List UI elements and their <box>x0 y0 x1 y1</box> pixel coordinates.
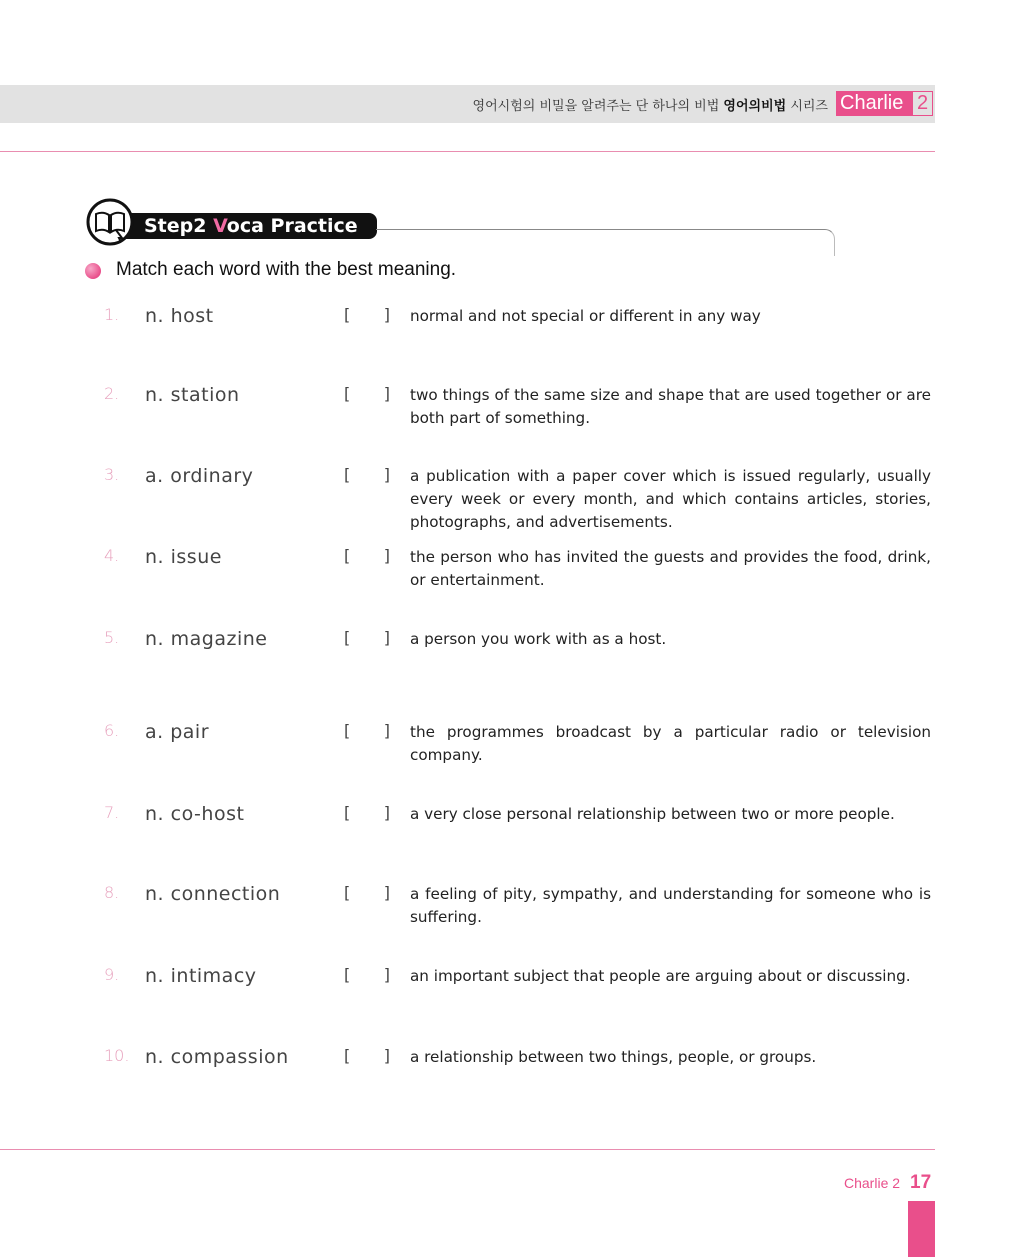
answer-blank[interactable]: [ ] <box>344 384 390 403</box>
item-word: n. magazine <box>145 628 268 650</box>
item-number: 10. <box>104 1046 130 1065</box>
answer-blank[interactable]: [ ] <box>344 546 390 565</box>
item-meaning: the programmes broadcast by a particular radio or television company. <box>410 723 931 764</box>
series-title <box>473 95 828 114</box>
brand-badge <box>836 91 933 116</box>
item-number: 3. <box>104 465 120 484</box>
answer-blank[interactable]: [ ] <box>344 965 390 984</box>
section-header-line <box>376 229 835 256</box>
item-meaning: a person you work with as a host. <box>410 630 667 648</box>
item-meaning: the person who has invited the guests and provides the food, drink, or entertainment. <box>410 548 931 589</box>
section-title <box>144 213 358 239</box>
item-word: n. compassion <box>145 1046 289 1068</box>
series-bold: 영어의비법 <box>723 99 787 114</box>
item-word: n. station <box>145 384 240 406</box>
answer-blank[interactable]: [ ] <box>344 465 390 484</box>
item-meaning: a relationship between two things, people, or groups. <box>410 1048 817 1066</box>
step-v-letter: V <box>213 215 227 237</box>
item-meaning: a feeling of pity, sympathy, and understanding for someone who is suffering. <box>410 885 931 926</box>
page-number: 17 <box>910 1172 932 1193</box>
series-prefix: 영어시험의 비밀을 알려주는 단 하나의 비법 <box>472 99 724 114</box>
item-word: n. host <box>145 305 214 327</box>
item-word: n. issue <box>145 546 222 568</box>
bottom-divider <box>0 1149 935 1150</box>
item-meaning: a publication with a paper cover which is issued regularly, usually every week or every month, and which contains articles, stories, photographs, and advertisements. <box>410 467 931 531</box>
instruction-bullet <box>85 263 101 279</box>
item-word: n. connection <box>145 883 281 905</box>
brand-number: 2 <box>916 92 929 114</box>
item-number: 2. <box>104 384 120 403</box>
answer-blank[interactable]: [ ] <box>344 883 390 902</box>
item-number: 6. <box>104 721 120 740</box>
item-word: a. ordinary <box>145 465 254 487</box>
step-label: Step2 <box>144 215 214 237</box>
top-divider <box>0 151 935 152</box>
answer-blank[interactable]: [ ] <box>344 1046 390 1065</box>
item-number: 1. <box>104 305 120 324</box>
item-meaning: a very close personal relationship between two or more people. <box>410 805 895 823</box>
item-word: a. pair <box>145 721 210 743</box>
instruction-text: Match each word with the best meaning. <box>116 259 457 280</box>
step-rest: oca Practice <box>226 215 358 237</box>
item-meaning: two things of the same size and shape that are used together or are both part of something. <box>410 386 931 427</box>
answer-blank[interactable]: [ ] <box>344 803 390 822</box>
book-icon <box>86 198 134 246</box>
answer-blank[interactable]: [ ] <box>344 628 390 647</box>
answer-blank[interactable]: [ ] <box>344 721 390 740</box>
item-number: 7. <box>104 803 120 822</box>
item-number: 4. <box>104 546 120 565</box>
item-number: 8. <box>104 883 120 902</box>
item-word: n. intimacy <box>145 965 257 987</box>
item-number: 9. <box>104 965 120 984</box>
item-meaning: an important subject that people are arguing about or discussing. <box>410 967 911 985</box>
answer-blank[interactable]: [ ] <box>344 305 390 324</box>
brand-name: Charlie <box>837 92 913 115</box>
footer-label: Charlie 2 <box>844 1175 901 1191</box>
item-meaning: normal and not special or different in any way <box>410 307 761 325</box>
page-tab <box>908 1201 935 1257</box>
item-word: n. co-host <box>145 803 245 825</box>
series-suffix: 시리즈 <box>786 99 828 114</box>
item-number: 5. <box>104 628 120 647</box>
